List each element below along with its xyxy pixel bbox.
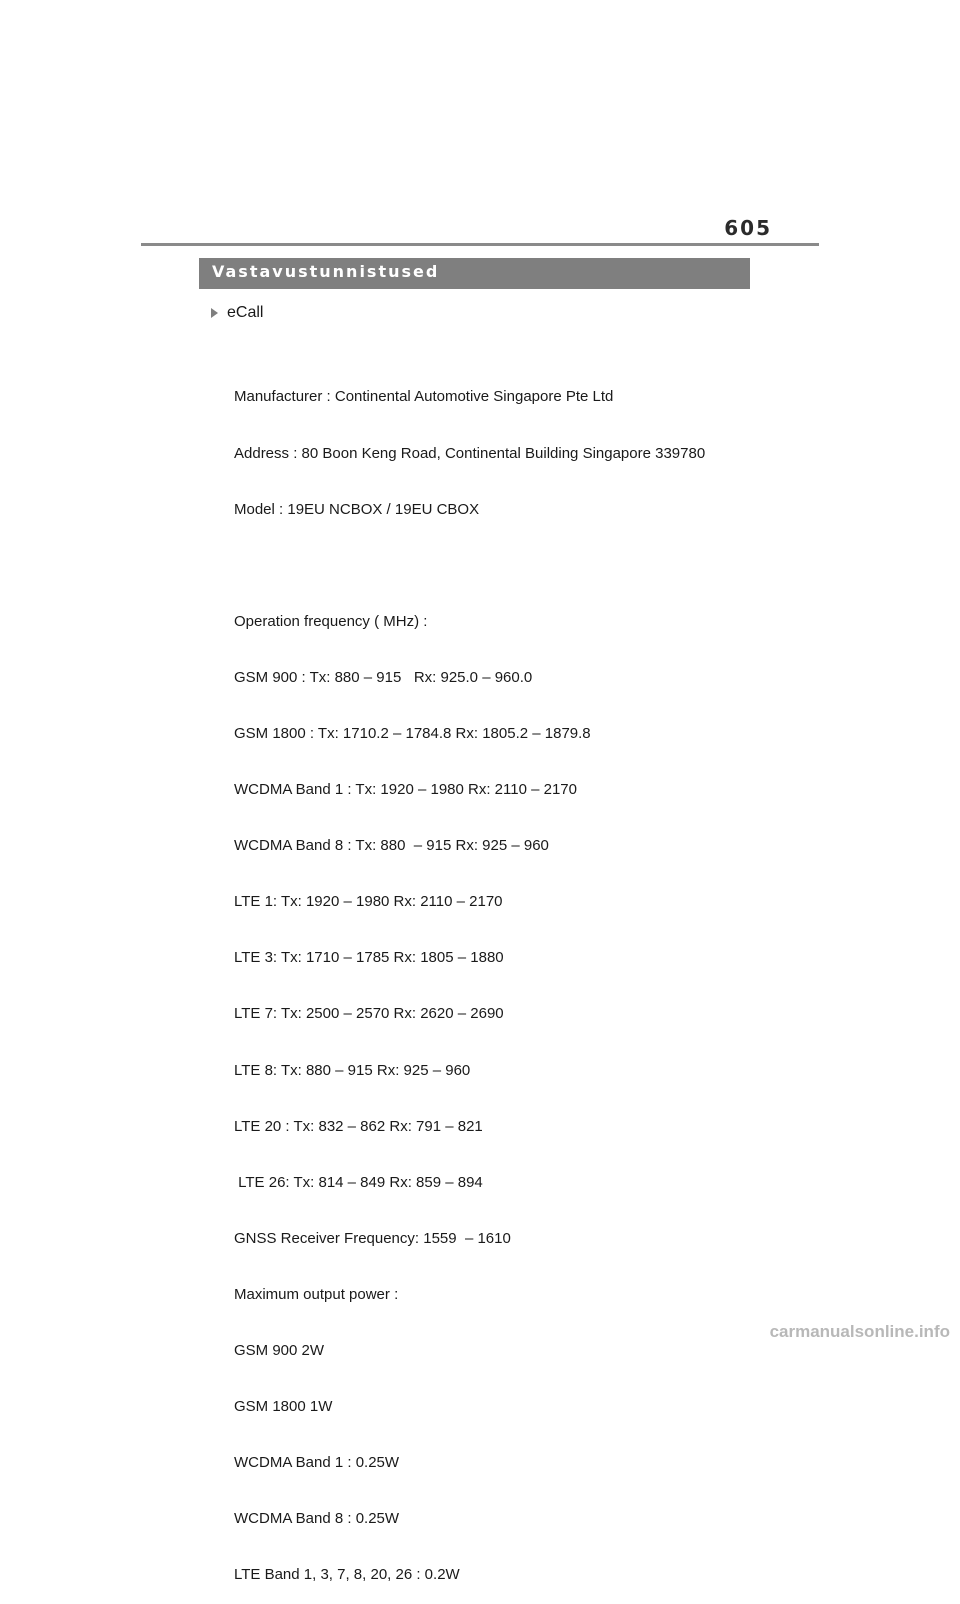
top-divider xyxy=(141,243,819,246)
spec-line: Address : 80 Boon Keng Road, Continental Building Singapore 339780 xyxy=(234,444,706,462)
spec-line: Model : 19EU NCBOX / 19EU CBOX xyxy=(234,500,480,518)
spec-line: Manufacturer : Continental Automotive Singapore Pte Ltd xyxy=(234,388,614,406)
spec-line: LTE 8: Tx: 880 – 915 Rx: 925 – 960 xyxy=(234,1061,471,1079)
section-header xyxy=(199,258,750,289)
spec-line: LTE Band 1, 3, 7, 8, 20, 26 : 0.2W xyxy=(234,1566,460,1584)
spec-line: LTE 7: Tx: 2500 – 2570 Rx: 2620 – 2690 xyxy=(234,1005,504,1023)
spec-line: LTE 1: Tx: 1920 – 1980 Rx: 2110 – 2170 xyxy=(234,893,503,911)
spec-line: LTE 26: Tx: 814 – 849 Rx: 859 – 894 xyxy=(234,1173,483,1191)
spec-line: LTE 20 : Tx: 832 – 862 Rx: 791 – 821 xyxy=(234,1117,483,1135)
ecall-label: eCall xyxy=(227,304,264,321)
spec-line: GSM 1800 1W xyxy=(234,1398,333,1416)
spec-line: GSM 900 2W xyxy=(234,1342,325,1359)
spec-line: WCDMA Band 8 : Tx: 880 – 915 Rx: 925 – 960 xyxy=(234,837,549,855)
spec-line: GSM 900 : Tx: 880 – 915 Rx: 925.0 – 960.0 xyxy=(234,668,533,686)
watermark: carmanualsonline.info xyxy=(769,1322,950,1341)
spec-line: LTE 3: Tx: 1710 – 1785 Rx: 1805 – 1880 xyxy=(234,949,504,967)
spec-line: WCDMA Band 8 : 0.25W xyxy=(234,1510,400,1528)
spec-line: GNSS Receiver Frequency: 1559 – 1610 xyxy=(234,1229,511,1247)
spec-line: GSM 1800 : Tx: 1710.2 – 1784.8 Rx: 1805.2 – 1879.8 xyxy=(234,724,591,742)
spec-line: Operation frequency ( MHz) : xyxy=(234,612,428,630)
spec-line: WCDMA Band 1 : Tx: 1920 – 1980 Rx: 2110 – 2170 xyxy=(234,781,577,799)
spec-line: Maximum output power : xyxy=(234,1285,399,1303)
section-title: Vastavustunnistused xyxy=(212,262,440,281)
triangle-bullet-icon xyxy=(211,308,218,318)
spec-block xyxy=(234,351,705,1604)
page-number: 605 xyxy=(724,216,772,240)
spec-spacer xyxy=(234,557,705,576)
ecall-subheading xyxy=(211,304,263,322)
spec-line: WCDMA Band 1 : 0.25W xyxy=(234,1454,400,1472)
